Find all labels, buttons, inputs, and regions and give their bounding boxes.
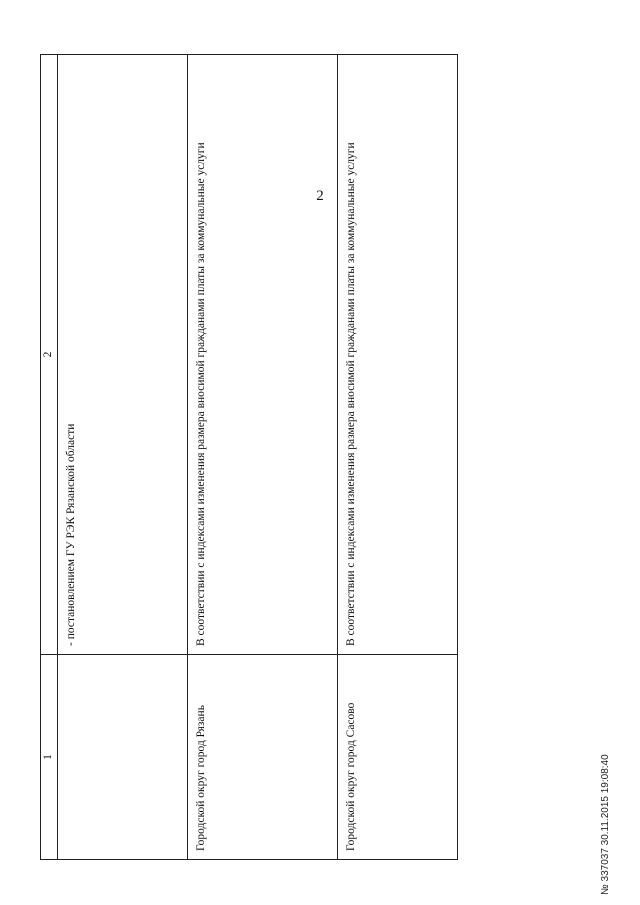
territory-cell: Городской округ город Рязань (187, 655, 337, 860)
page-number: 2 (316, 188, 324, 204)
table-row (57, 55, 187, 860)
rotated-table-block (40, 54, 458, 860)
territory-cell (57, 655, 187, 860)
tariff-table (40, 54, 458, 860)
column-header: 1 (41, 655, 58, 860)
column-header: 2 (41, 55, 58, 655)
body-cell: - постановлением ГУ РЭК Рязанской области (57, 55, 187, 655)
table-row (187, 55, 337, 860)
document-stamp: № 337037 30.11.2015 19:08:40 (600, 754, 611, 895)
territory-cell: Городской округ город Сасово (337, 655, 457, 860)
body-cell: В соответствии с индексами изменения размера вносимой гражданами платы за коммунальные услуги (337, 55, 457, 655)
body-cell: В соответствии с индексами изменения размера вносимой гражданами платы за коммунальные услуги (187, 55, 337, 655)
table-row (337, 55, 457, 860)
header-row (41, 55, 58, 860)
